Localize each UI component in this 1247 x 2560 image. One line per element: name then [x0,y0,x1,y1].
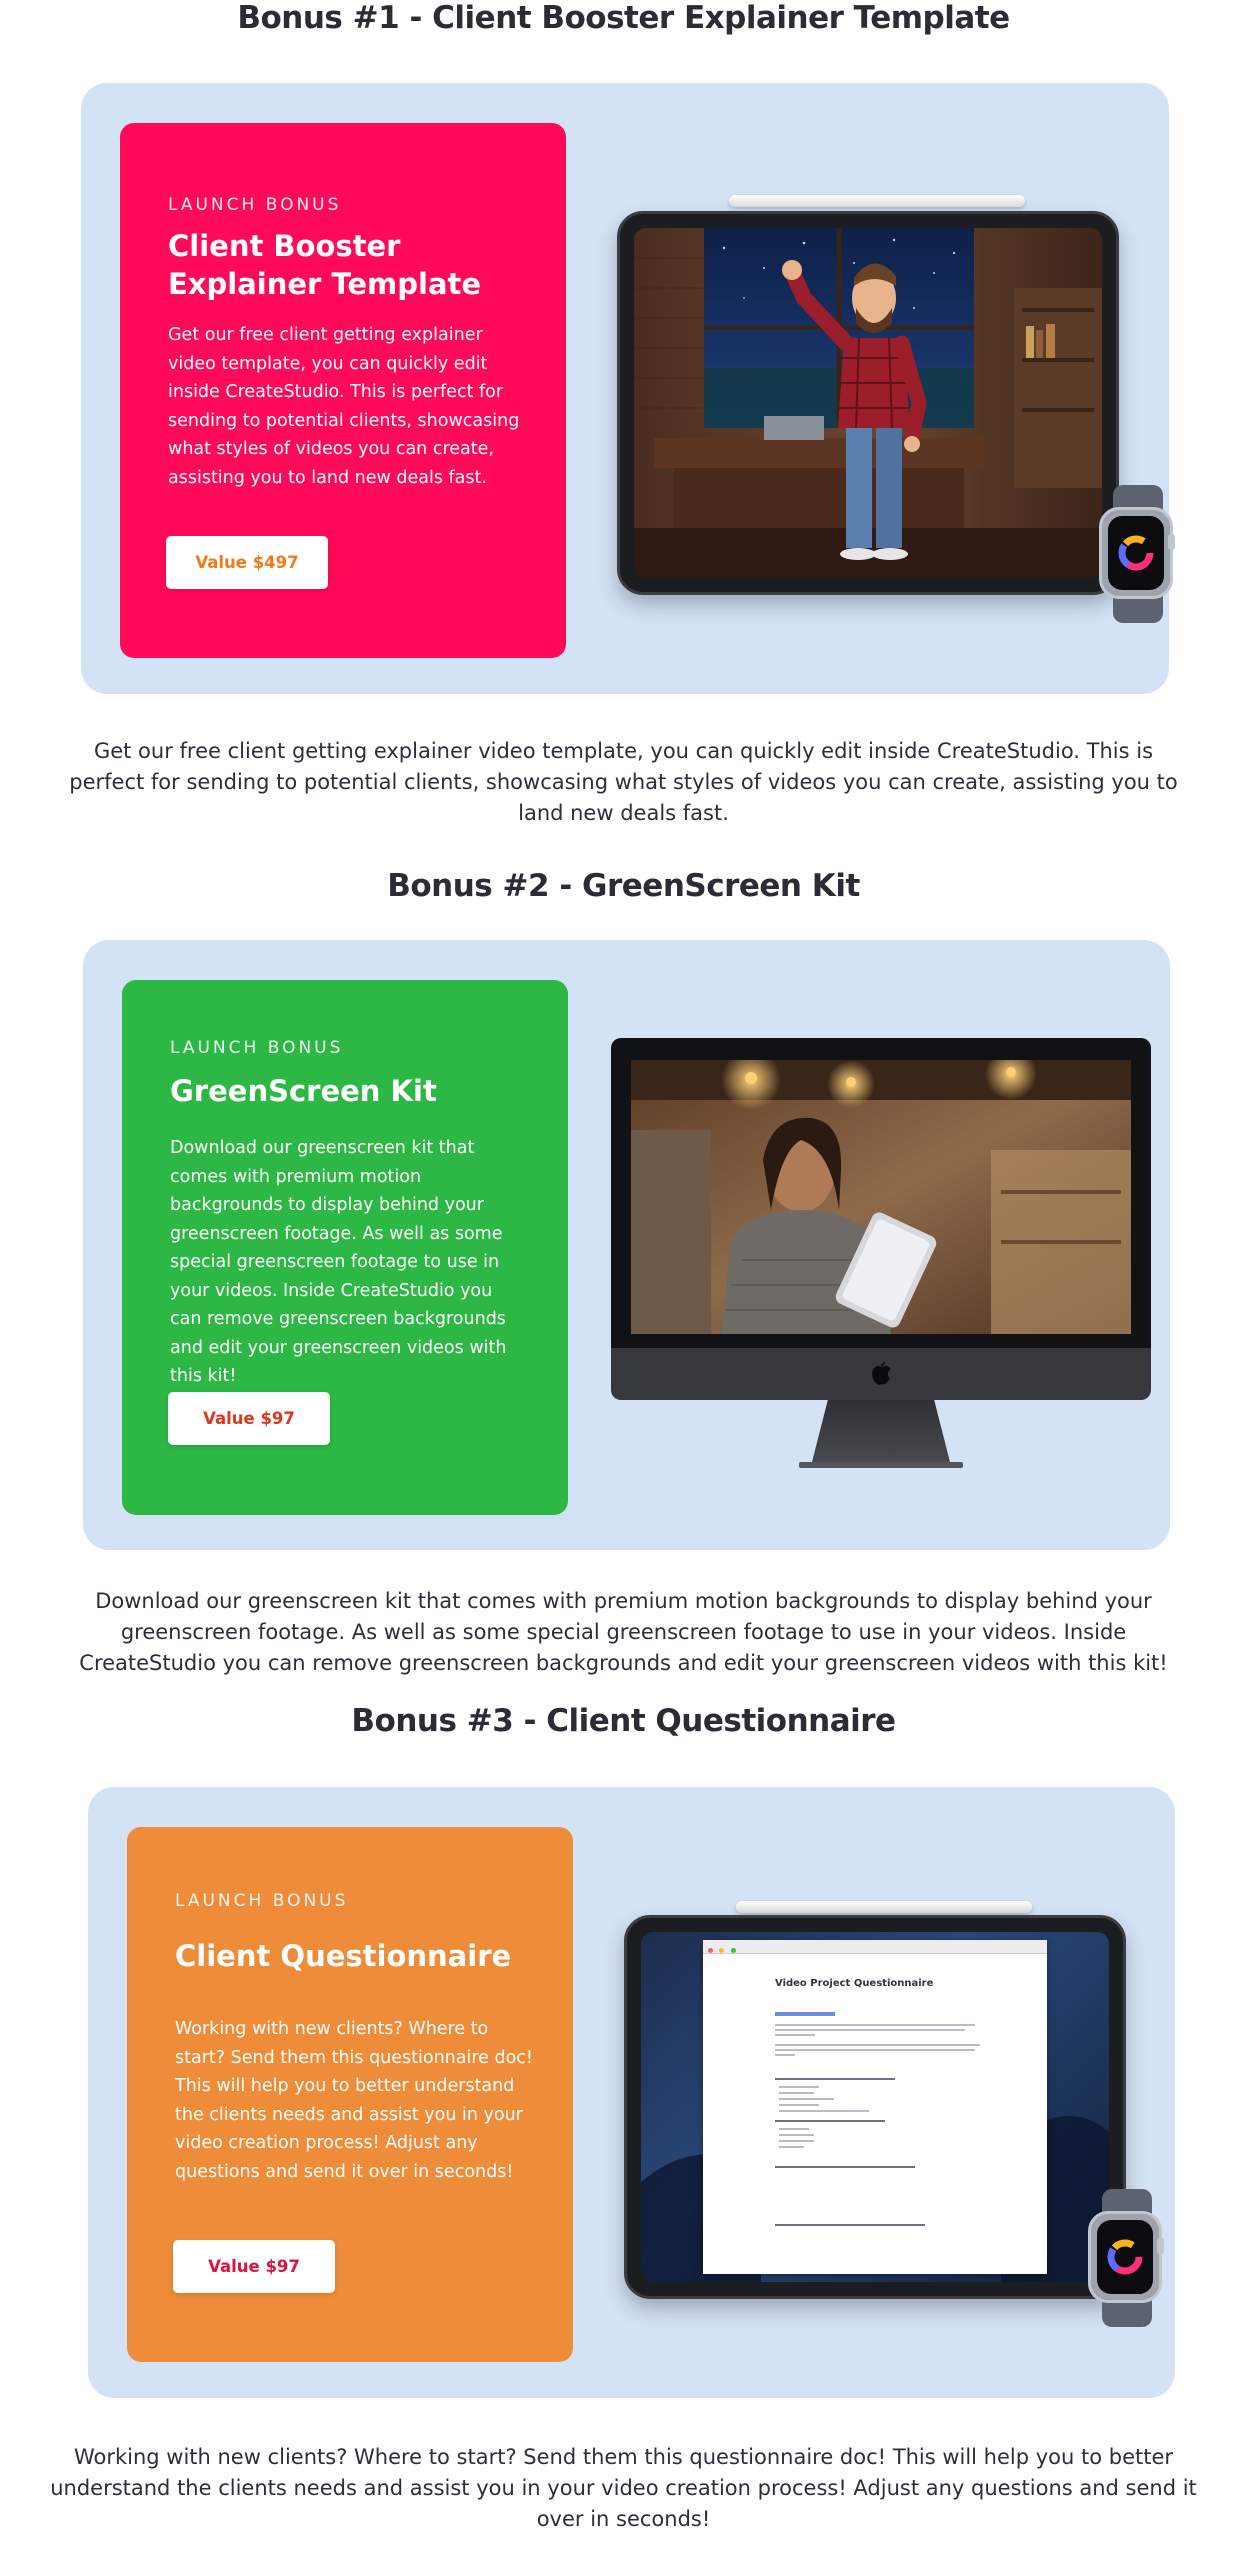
bonus-2-heading: Bonus #2 - GreenScreen Kit [387,868,860,904]
tablet-mockup [624,1915,1126,2299]
card-title: Client Questionnaire [175,1939,512,1973]
document-text-lines [703,2000,1047,2282]
value-button[interactable]: Value $97 [173,2240,335,2293]
questionnaire-document-window [703,1940,1047,2274]
card-title: GreenScreen Kit [170,1074,437,1108]
tablet-screen [634,228,1102,578]
launch-bonus-label: LAUNCH BONUS [175,1891,349,1911]
woman-with-tablet-photo [631,1060,1131,1334]
value-button[interactable]: Value $97 [168,1392,330,1445]
window-toolbar [703,1940,1047,1954]
bonus-1-panel [81,83,1169,694]
bonus-3-card [127,1827,573,2362]
bonus-3-description: Working with new clients? Where to start? Send them this questionnaire doc! This will help you to better understand the clients needs and assist you in your video creation process! Adjust any questions and send it over in seconds! [50,2445,1197,2531]
bonus-1-description: Get our free client getting explainer video template, you can quickly edit inside CreateStudio. This is perfect for sending to potential clients, showcasing what styles of videos you can create, assisting you to land new deals fast. [69,739,1178,825]
apple-logo-icon [870,1360,892,1386]
launch-bonus-label: LAUNCH BONUS [170,1038,344,1058]
desktop-monitor-mockup [611,1038,1151,1470]
bonus-3-heading: Bonus #3 - Client Questionnaire [351,1703,896,1739]
createstudio-logo-icon [1097,2220,1153,2294]
bonus-2-card [122,980,568,1515]
smartwatch-mockup [1099,485,1177,623]
card-description: Download our greenscreen kit that comes with premium motion backgrounds to display behind your greenscreen footage. As well as some special greenscreen footage to use in your videos. Inside CreateStudio you can remove greenscreen backgrounds and edit your greenscreen videos with this kit! [170,1138,507,1386]
document-title: Video Project Questionnaire [775,1978,934,1989]
bonus-2-description: Download our greenscreen kit that comes with premium motion backgrounds to display behind your greenscreen footage. As well as some special greenscreen footage to use in your videos. Inside CreateStudio you can remove greenscreen backgrounds and edit your greenscreen videos with this kit! [79,1589,1168,1675]
cartoon-scene-illustration [634,228,1102,578]
monitor-screen [631,1060,1131,1334]
card-description: Get our free client getting explainer video template, you can quickly edit inside CreateStudio. This is perfect for sending to potential clients, showcasing what styles of videos you can create, assisting you to land new deals fast. [168,325,520,488]
bonus-1-card [120,123,566,658]
launch-bonus-label: LAUNCH BONUS [168,195,342,215]
bonus-1-heading: Bonus #1 - Client Booster Explainer Template [237,0,1010,36]
tablet-mockup [617,211,1119,595]
value-button[interactable]: Value $497 [166,536,328,589]
bonus-3-panel [88,1787,1175,2398]
card-description: Working with new clients? Where to start? Send them this questionnaire doc! This will help you to better understand the clients needs and assist you in your video creation process! Adjust any questions and send it over in seconds! [175,2019,533,2182]
tablet-screen [641,1932,1109,2282]
card-title: Client Booster Explainer Template [168,229,482,301]
createstudio-logo-icon [1108,516,1164,590]
stylus-pencil [729,195,1025,207]
stylus-pencil [736,1901,1032,1913]
smartwatch-mockup [1088,2189,1166,2327]
bonus-2-panel [83,940,1170,1550]
